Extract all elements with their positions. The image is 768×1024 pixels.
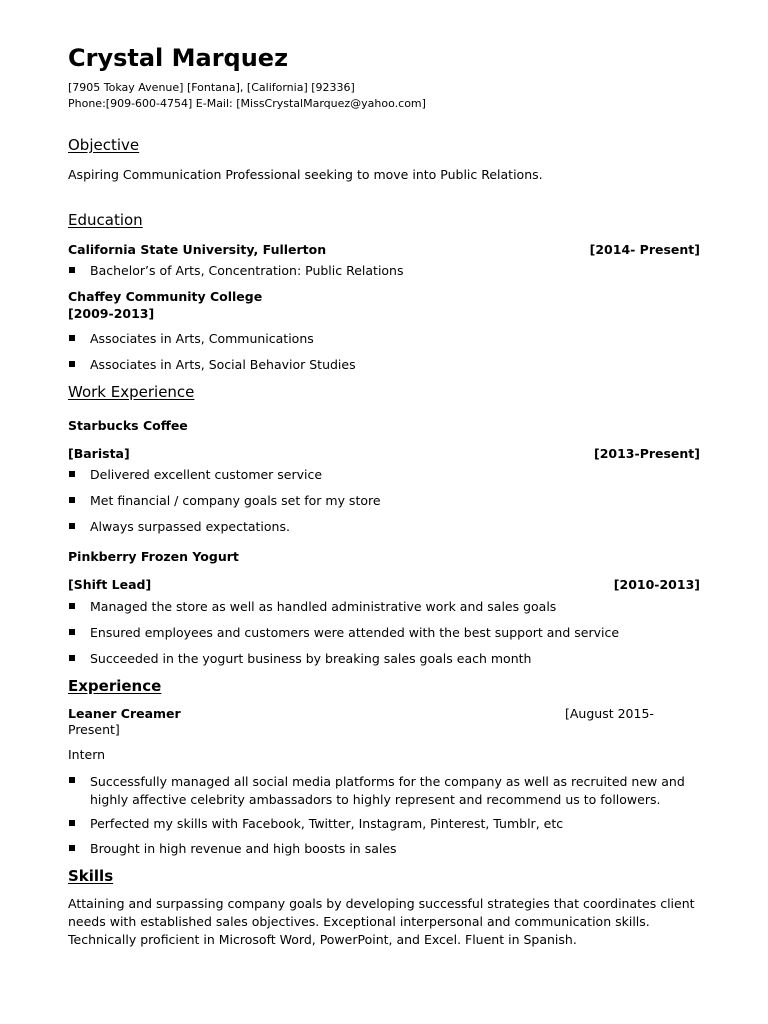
job-title: [Barista] [68,446,130,461]
work-experience-heading: Work Experience [68,383,195,401]
objective-heading: Objective [68,136,140,154]
address-line: [7905 Tokay Avenue] [Fontana], [California] [92336] [68,81,355,94]
bullet-icon [68,655,77,664]
objective-text: Aspiring Communication Professional seeking to move into Public Relations. [68,167,543,182]
education-item: Associates in Arts, Communications [90,331,314,346]
company-name: Pinkberry Frozen Yogurt [68,549,239,564]
company-name: Leaner Creamer [68,706,181,721]
bullet-icon [68,777,77,786]
education-heading: Education [68,211,143,229]
job-duty: Ensured employees and customers were attended with the best support and service [90,625,620,640]
bullet-icon [68,267,77,276]
bullet-icon [68,629,77,638]
education-item: Associates in Arts, Social Behavior Studies [90,357,356,372]
experience-duty: Perfected my skills with Facebook, Twitter, Instagram, Pinterest, Tumblr, etc [90,816,564,831]
education-item: Bachelor’s of Arts, Concentration: Public Relations [90,263,404,278]
experience-duty: Successfully managed all social media platforms for the company as well as recruited new and highly affective celebrity ambassadors to highly represent and recommend us to followers. [90,774,685,807]
job-dates-end: Present] [68,722,120,737]
skills-heading: Skills [68,867,114,885]
bullet-icon [68,361,77,370]
bullet-icon [68,603,77,612]
contact-line: Phone:[909-600-4754] E-Mail: [MissCrystalMarquez@yahoo.com] [68,97,426,110]
job-dates: [2010-2013] [613,577,700,592]
experience-duty: Brought in high revenue and high boosts in sales [90,841,397,856]
job-role: Intern [68,747,106,762]
job-duty: Delivered excellent customer service [90,467,323,482]
school-name: California State University, Fullerton [68,242,327,257]
school-dates: [2014- Present] [589,242,700,257]
experience-heading: Experience [68,677,162,695]
job-dates: [2013-Present] [594,446,700,461]
bullet-icon [68,845,77,854]
company-name: Starbucks Coffee [68,418,188,433]
school-dates: [2009-2013] [68,306,155,321]
skills-text: Attaining and surpassing company goals by developing successful strategies that coordinates client needs with established sales objectives. Exceptional interpersonal and communication skills. Technically proficient in Microsoft Word, PowerPoint, and Excel. Fluent in Spanish. [68,896,695,947]
job-duty: Always surpassed expectations. [90,519,290,534]
bullet-icon [68,335,77,344]
job-duty: Met financial / company goals set for my store [90,493,381,508]
job-duty: Succeeded in the yogurt business by breaking sales goals each month [90,651,532,666]
job-dates-start: [August 2015- [565,706,654,721]
job-duty: Managed the store as well as handled administrative work and sales goals [90,599,557,614]
bullet-icon [68,820,77,829]
resume-name: Crystal Marquez [68,44,289,72]
job-title: [Shift Lead] [68,577,152,592]
bullet-icon [68,471,77,480]
bullet-icon [68,523,77,532]
bullet-icon [68,497,77,506]
school-name: Chaffey Community College [68,289,263,304]
